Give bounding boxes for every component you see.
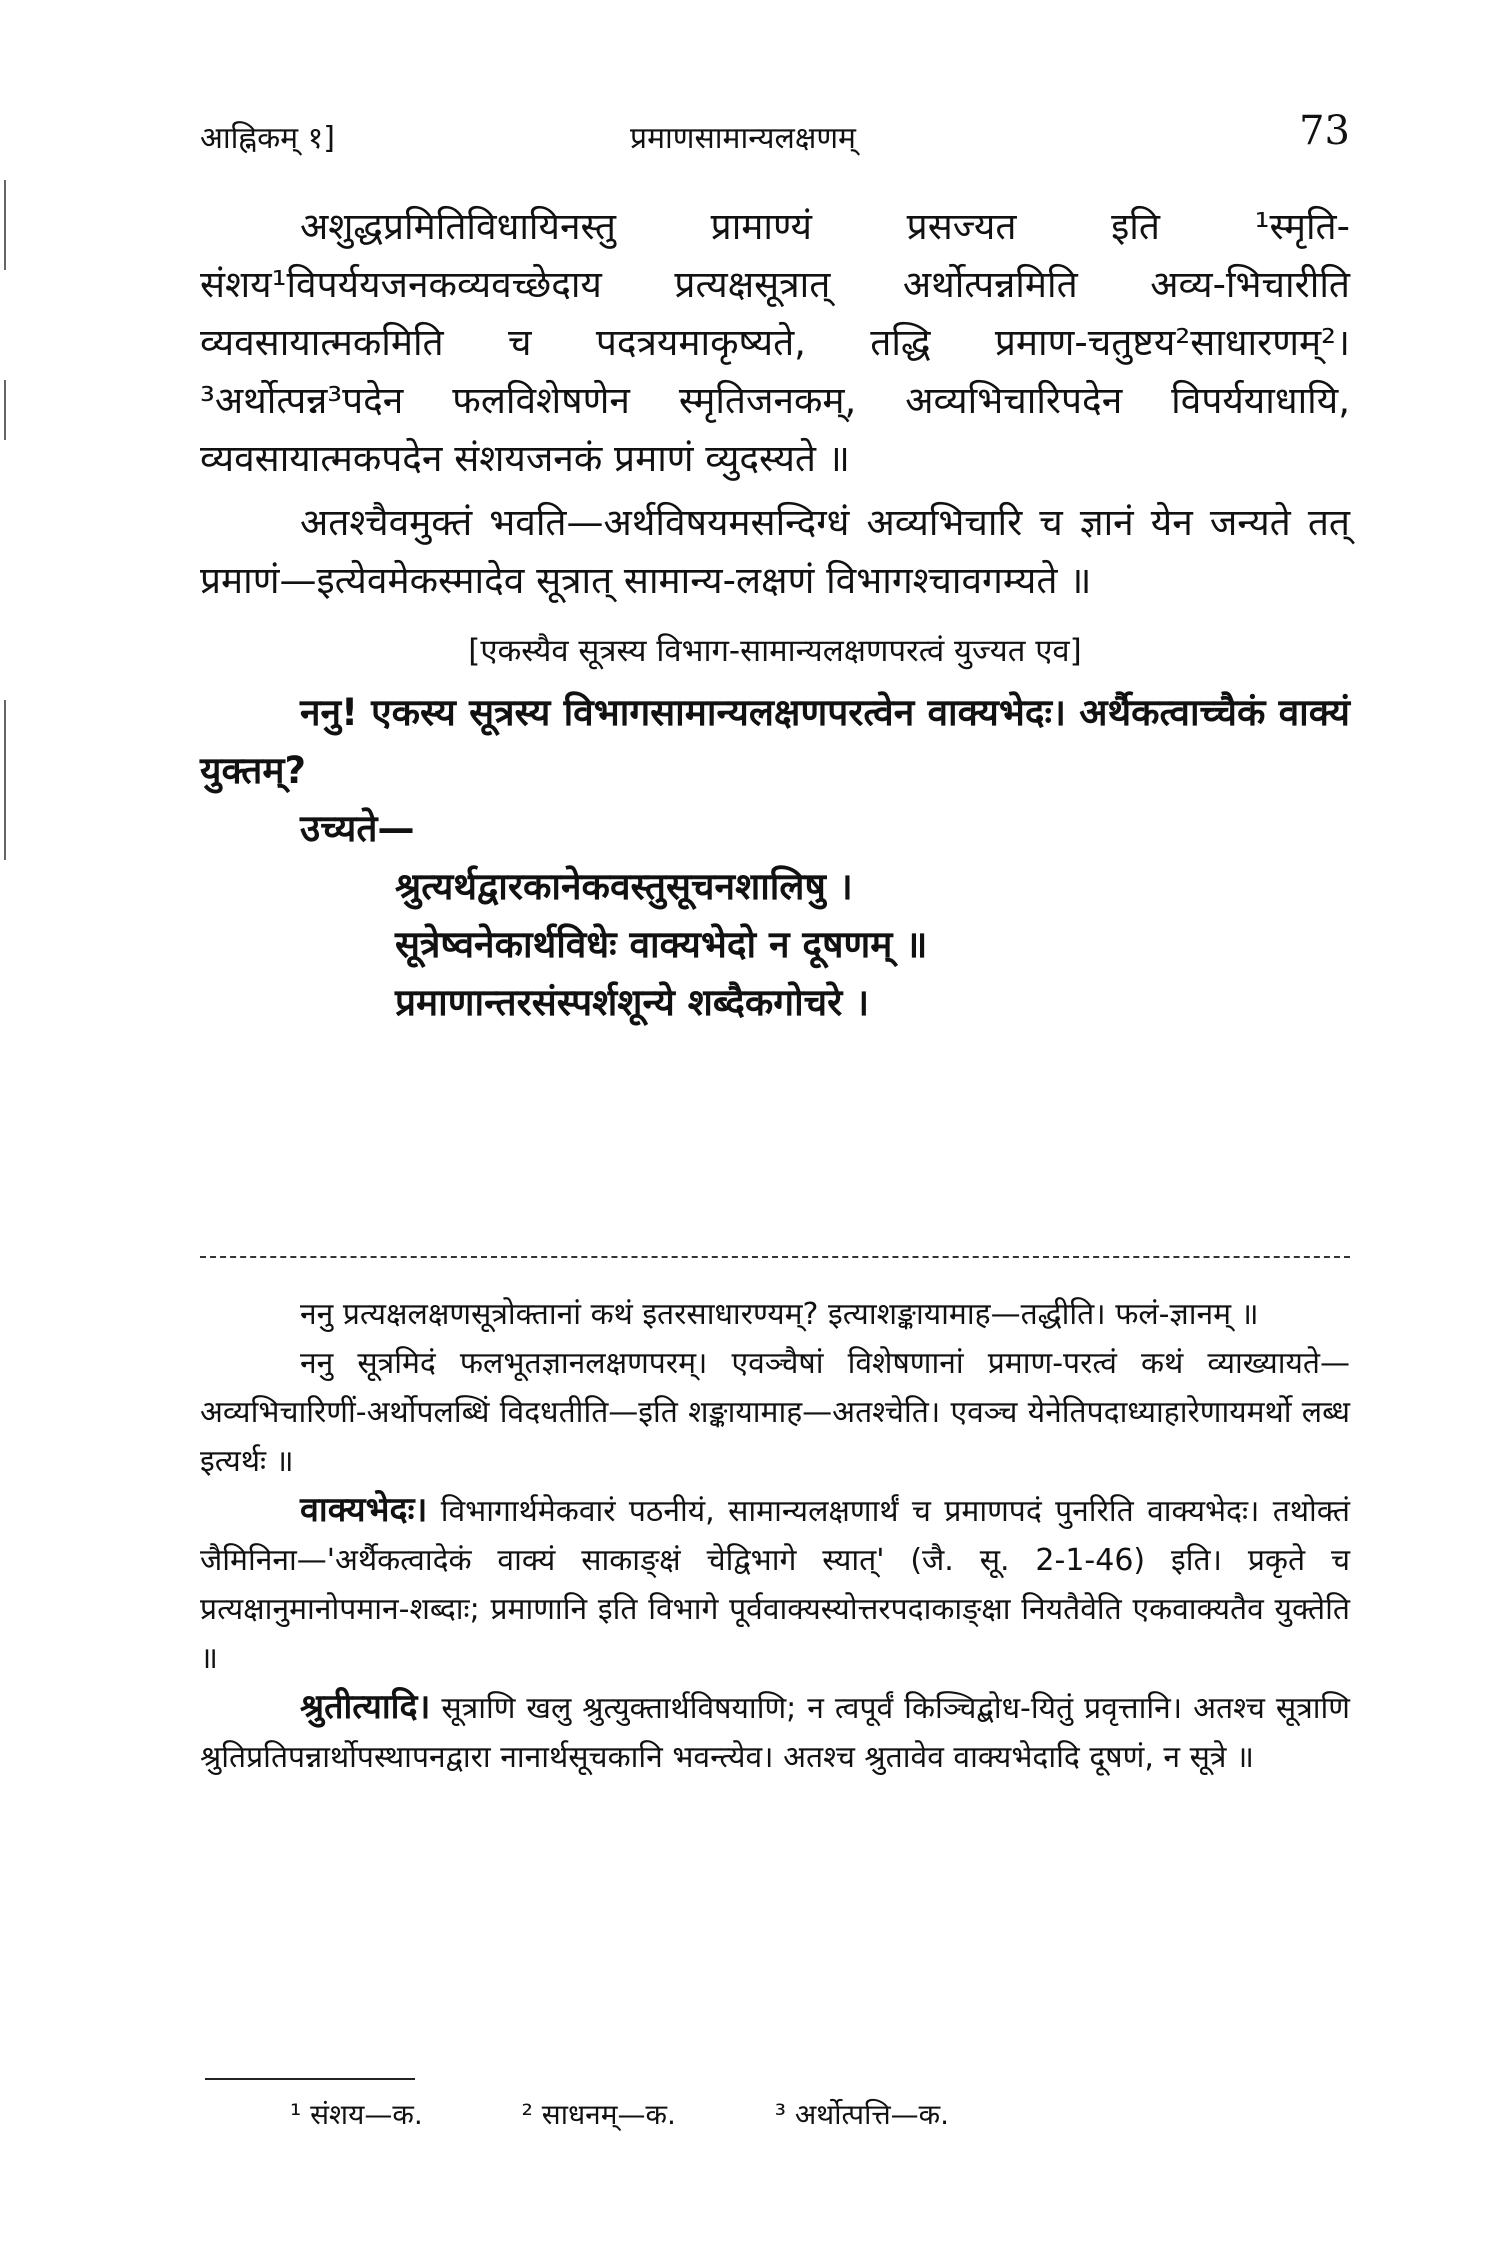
footnote-2: ² साधनम्—क.: [521, 2098, 676, 2131]
header-title: प्रमाणसामान्यलक्षणम्: [630, 121, 856, 156]
page-number: 73: [1299, 108, 1350, 154]
header-chapter: आह्निकम् १]: [200, 121, 335, 156]
commentary-keyword-3: वाक्यभेदः।: [300, 1490, 428, 1530]
answer-intro: उच्यते—: [300, 807, 415, 850]
commentary-paragraph-2: ननु सूत्रमिदं फलभूतज्ञानलक्षणपरम्। एवञ्चैषां विशेषणानां प्रमाण-परत्वं कथं व्याख्यायते—अव्यभिचारिणीं-अर्थोपलब्धिं विदधतीति—इति शङ्कायामाह—अतश्चेति। एवञ्च येनेतिपदाध्याहारेणायमर्थो लब्ध इत्यर्थः ॥: [200, 1346, 1350, 1479]
commentary-keyword-4: श्रुतीत्यादि।: [300, 1687, 431, 1727]
commentary-paragraph-3: [200, 1486, 1350, 1683]
footnote-divider: [205, 2078, 415, 2080]
footnote-1: ¹ संशय—क.: [290, 2098, 423, 2131]
main-paragraph-2: अतश्चैवमुक्तं भवति—अर्थविषयमसन्दिग्धं अव्यभिचारि च ज्ञानं येन जन्यते तत् प्रमाणं—इत्येवमेकस्मादेव सूत्रात् सामान्य-लक्षणं विभागश्चावगम्यते ॥: [200, 501, 1350, 602]
commentary-paragraph-4: [200, 1683, 1350, 1782]
commentary-body-3: विभागार्थमेकवारं पठनीयं, सामान्यलक्षणार्थं च प्रमाणपदं पुनरिति वाक्यभेदः। तथोक्तं जैमिनिना—'अर्थैकत्वादेकं वाक्यं साकाङ्क्षं चेद्विभागे स्यात्' (जै. सू. 2-1-46) इति। प्रकृते च प्रत्यक्षानुमानोपमान-शब्दाः; प्रमाणानि इति विभागे पूर्ववाक्यस्योत्तरपदाकाङ्क्षा नियतैवेति एकवाक्यतैव युक्तेति ॥: [200, 1494, 1350, 1676]
footnote-3: ³ अर्थोत्पत्ति—क.: [774, 2098, 950, 2131]
commentary-body-4: सूत्राणि खलु श्रुत्युक्तार्थविषयाणि; न त्वपूर्वं किञ्चिद्बोध-यितुं प्रवृत्तानि। अतश्च सूत्राणि श्रुतिप्रतिपन्नार्थोपस्थापनद्वारा नानार्थसूचकानि भवन्त्येव। अतश्च श्रुतावेव वाक्यभेदादि दूषणं, न सूत्रे ॥: [200, 1691, 1350, 1775]
main-paragraph-1: अशुद्धप्रमितिविधायिनस्तु प्रामाण्यं प्रसज्यत इति ¹स्मृति-संशय¹विपर्ययजनकव्यवच्छेदाय प्रत्यक्षसूत्रात् अर्थोत्पन्नमिति अव्य-भिचारीति व्यवसायात्मकमिति च पदत्रयमाकृष्यते, तद्धि प्रमाण-चतुष्टय²साधारणम्²। ³अर्थोत्पन्न³पदेन फलविशेषणेन स्मृतिजनकम्, अव्यभिचारिपदेन विपर्ययाधायि, व्यवसायात्मकपदेन संशयजनकं प्रमाणं व्युदस्यते ॥: [200, 205, 1350, 480]
verse-line-2: सूत्रेष्वनेकार्थविधेः वाक्यभेदो न दूषणम् ॥: [395, 923, 928, 966]
running-header: [200, 108, 1350, 168]
question-paragraph: ननु! एकस्य सूत्रस्य विभागसामान्यलक्षणपरत्वेन वाक्यभेदः। अर्थैकत्वाच्चैकं वाक्यं युक्तम्?: [200, 691, 1350, 792]
section-heading: [एकस्यैव सूत्रस्य विभाग-सामान्यलक्षणपरत्वं युज्यत एव]: [468, 633, 1082, 669]
scan-edge-marks: [0, 180, 14, 880]
footnotes: [290, 2095, 1290, 2135]
commentary-text: [200, 1290, 1350, 1782]
main-text: [200, 198, 1350, 1032]
verse-line-1: श्रुत्यर्थद्वारकानेकवस्तुसूचनशालिषु ।: [395, 865, 853, 908]
commentary-divider: [200, 1256, 1350, 1258]
commentary-paragraph-1: ननु प्रत्यक्षलक्षणसूत्रोक्तानां कथं इतरसाधारण्यम्? इत्याशङ्कायामाह—तद्धीति। फलं-ज्ञानम् ॥: [300, 1297, 1259, 1332]
verse-line-3: प्रमाणान्तरसंस्पर्शशून्ये शब्दैकगोचरे ।: [395, 981, 870, 1024]
